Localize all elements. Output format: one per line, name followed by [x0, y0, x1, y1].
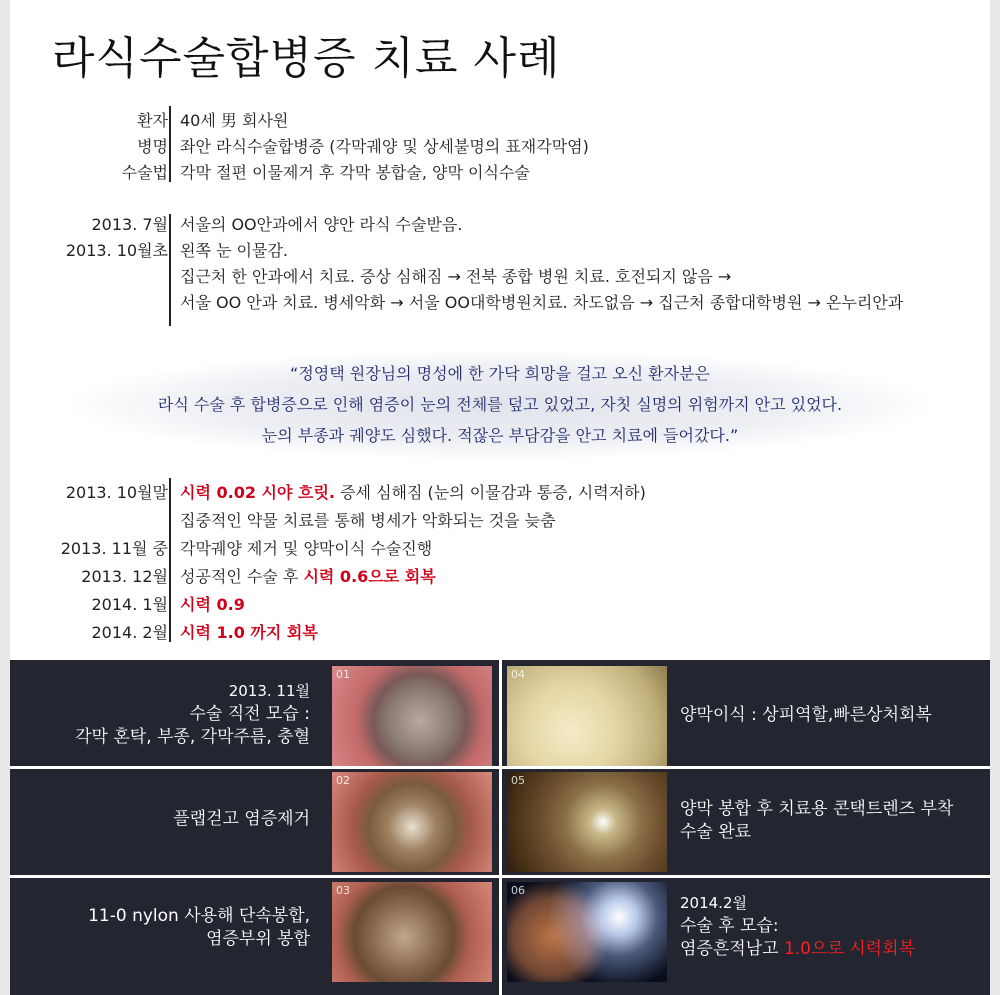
photo-caption [680, 798, 953, 844]
history-date: 2013. 10월초 [65, 241, 168, 260]
caption-line: 수술 직전 모습 : [189, 704, 310, 724]
page-title: 라식수술합병증 치료 사례 [52, 33, 561, 84]
history-text: 집근처 한 안과에서 치료. 증상 심해짐 → 전북 종합 병원 치료. 호전되지 않음 → [180, 267, 732, 286]
photo-caption [75, 680, 310, 749]
surgery-photo-panel [10, 660, 990, 995]
eye-photo [507, 666, 667, 766]
history-text: 서울 OO 안과 치료. 병세악화 → 서울 OO대학병원치료. 차도없음 → 집근처 종합대학병원 → 온누리안과 [180, 293, 904, 312]
case-info [10, 106, 990, 314]
photo-number: 06 [511, 884, 525, 897]
caption-line: 2014.2월 [680, 894, 747, 912]
eye-photo [507, 772, 667, 872]
quote-line: 눈의 부종과 궤양도 심했다. 적잖은 부담감을 안고 치료에 들어갔다.” [261, 426, 739, 445]
treatment-row [10, 618, 990, 646]
treatment-text: 성공적인 수술 후 [180, 567, 304, 586]
eye-photo [507, 882, 667, 982]
quote-line: 라식 수술 후 합병증으로 인해 염증이 눈의 전체를 덮고 있었고, 자칫 실명의 위험까지 안고 있었다. [157, 395, 843, 414]
info-row [10, 132, 990, 158]
info-label: 환자 [137, 111, 168, 130]
info-text: 40세 男 회사원 [180, 111, 289, 130]
photo-number: 02 [336, 774, 350, 787]
caption-line [680, 938, 915, 961]
treatment-row [10, 506, 990, 534]
divider [499, 660, 502, 995]
vision-highlight: 1.0으로 시력회복 [783, 939, 915, 959]
treatment-date: 2014. 1월 [91, 595, 168, 614]
vision-highlight: 시력 0.6으로 회복 [303, 567, 436, 586]
info-text: 좌안 라식수술합병증 (각막궤양 및 상세불명의 표재각막염) [180, 137, 589, 156]
treatment-date: 2014. 2월 [91, 623, 168, 642]
eye-photo [332, 882, 492, 982]
treatment-row [10, 562, 990, 590]
caption-line: 염증부위 봉합 [206, 929, 310, 949]
history-row [10, 236, 990, 262]
history-row [10, 262, 990, 288]
photo-caption [680, 892, 915, 961]
caption-line: 플랩걷고 염증제거 [173, 809, 310, 829]
treatment-date: 2013. 11월 중 [60, 539, 168, 558]
info-label: 수술법 [121, 163, 168, 182]
photo-number: 04 [511, 668, 525, 681]
info-row [10, 106, 990, 132]
info-label: 병명 [137, 137, 168, 156]
quote-line: “정영택 원장님의 명성에 한 가닥 희망을 걸고 오신 환자분은 [290, 364, 710, 383]
caption-text: 염증흔적남고 [680, 939, 784, 959]
photo-number: 01 [336, 668, 350, 681]
treatment-row [10, 590, 990, 618]
photo-caption [680, 704, 932, 727]
photo-caption [173, 808, 310, 831]
info-text: 각막 절편 이물제거 후 각막 봉합술, 양막 이식수술 [180, 163, 530, 182]
treatment-timeline [10, 478, 990, 646]
treatment-text: 집중적인 약물 치료를 통해 병세가 악화되는 것을 늦춤 [180, 511, 556, 530]
page [10, 0, 990, 995]
caption-line: 각막 혼탁, 부종, 각막주름, 충혈 [75, 727, 310, 747]
treatment-text: 증세 심해짐 (눈의 이물감과 통증, 시력저하) [335, 483, 646, 502]
treatment-date: 2013. 12월 [81, 567, 168, 586]
history-date: 2013. 7월 [91, 215, 168, 234]
treatment-text: 각막궤양 제거 및 양막이식 수술진행 [180, 539, 433, 558]
vision-highlight: 시력 0.9 [180, 595, 245, 614]
eye-photo [332, 666, 492, 766]
photo-caption [88, 905, 310, 951]
history-row [10, 210, 990, 236]
treatment-row [10, 478, 990, 506]
photo-number: 05 [511, 774, 525, 787]
caption-line: 수술 완료 [680, 822, 752, 842]
photo-number: 03 [336, 884, 350, 897]
vision-highlight: 시력 1.0 까지 회복 [180, 623, 318, 642]
caption-line: 2013. 11월 [228, 682, 310, 700]
history-text: 서울의 OO안과에서 양안 라식 수술받음. [180, 215, 463, 234]
history-row [10, 288, 990, 314]
doctor-quote [70, 350, 930, 460]
treatment-row [10, 534, 990, 562]
vision-highlight: 시력 0.02 시야 흐릿. [180, 483, 336, 502]
info-row [10, 158, 990, 184]
caption-line: 양막이식 : 상피역할,빠른상처회복 [680, 705, 932, 725]
caption-line: 수술 후 모습: [680, 916, 779, 936]
eye-photo [332, 772, 492, 872]
treatment-date: 2013. 10월말 [65, 483, 168, 502]
caption-line: 양막 봉합 후 치료용 콘택트렌즈 부착 [680, 799, 954, 819]
history-text: 왼쪽 눈 이물감. [180, 241, 288, 260]
caption-line: 11-0 nylon 사용해 단속봉합, [88, 906, 310, 926]
